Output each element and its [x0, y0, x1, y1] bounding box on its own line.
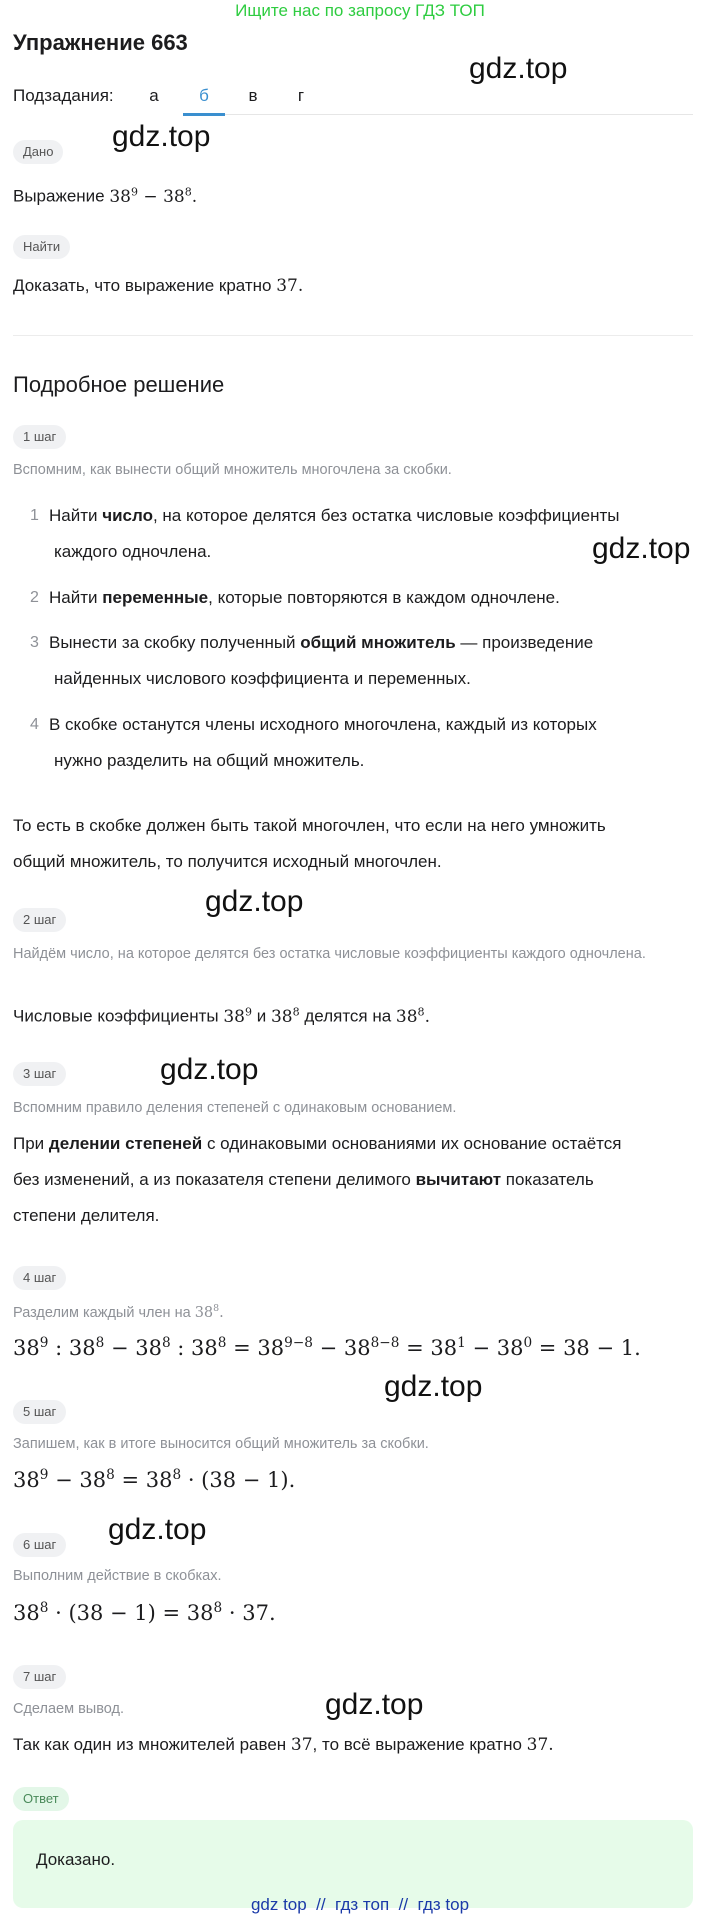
- list-text: — произведение: [455, 633, 594, 652]
- find-label: Доказать, что выражение кратно: [13, 276, 277, 295]
- text-part: показатель: [501, 1170, 594, 1189]
- step-chip: 1 шаг: [13, 425, 66, 449]
- tab-b[interactable]: б: [199, 86, 209, 105]
- text-part: Числовые коэффициенты: [13, 1006, 224, 1026]
- text-part: степени делителя.: [13, 1206, 160, 1225]
- text-bold: вычитают: [415, 1170, 502, 1189]
- footer-links[interactable]: gdz top // гдз топ // гдз top: [250, 1895, 470, 1914]
- expression: $38^8$.: [395, 1005, 430, 1027]
- list-item: [49, 707, 669, 779]
- given-label: Выражение: [13, 186, 110, 206]
- explanation-paragraph: [13, 808, 606, 880]
- find-chip: Найти: [13, 235, 70, 259]
- watermark: gdz.top: [469, 52, 568, 85]
- active-tab-indicator: [183, 113, 225, 116]
- answer-text: Доказано.: [36, 1850, 116, 1869]
- expression: 37.: [526, 1735, 554, 1755]
- list-item: [49, 498, 669, 570]
- list-number: 3: [30, 634, 39, 651]
- subtasks-label: Подзадания:: [13, 86, 114, 105]
- list-text: нужно разделить на общий множитель.: [54, 751, 365, 770]
- answer-chip: Ответ: [13, 1787, 69, 1811]
- step-hint: Вспомним правило деления степеней с одинаковым основанием.: [13, 1100, 457, 1116]
- step7-text: [13, 1733, 554, 1757]
- step6-formula: $38^8 \cdot (38 - 1) = 38^8 \cdot 37$.: [13, 1600, 276, 1625]
- watermark: gdz.top: [108, 1513, 207, 1546]
- given-chip: Дано: [13, 140, 63, 164]
- step-chip: 4 шаг: [13, 1266, 66, 1290]
- tab-a[interactable]: а: [149, 86, 159, 105]
- list-text: В скобке останутся члены исходного многочлена, каждый из которых: [49, 715, 597, 734]
- given-text: [13, 180, 197, 209]
- list-number: 4: [30, 716, 39, 733]
- step-hint: Запишем, как в итоге выносится общий множитель за скобки.: [13, 1436, 429, 1452]
- watermark: gdz.top: [160, 1053, 259, 1086]
- tab-g[interactable]: г: [297, 86, 305, 105]
- text-bold: делении степеней: [48, 1134, 203, 1153]
- expression: 37: [290, 1735, 313, 1755]
- list-text: Найти: [49, 506, 103, 525]
- solution-title: Подробное решение: [13, 372, 225, 397]
- watermark: gdz.top: [384, 1370, 483, 1403]
- step-chip: 5 шаг: [13, 1400, 66, 1424]
- tabs-divider: [183, 114, 693, 115]
- text-part: Так как один из множителей равен: [13, 1735, 291, 1754]
- list-item: [49, 580, 669, 616]
- text-part: без изменений, а из показателя степени делимого: [13, 1170, 416, 1189]
- step-hint: Вспомним, как вынести общий множитель многочлена за скобки.: [13, 462, 452, 478]
- list-text: Найти: [49, 588, 103, 607]
- text-part: , то всё выражение кратно: [312, 1735, 527, 1754]
- list-number: 1: [30, 507, 39, 524]
- step4-formula: $38^9$ : $38^8 - 38^8$ : $38^8 = 38^{9-8} - 38^{8-8} = 38^1 - 38^0 = 38 - 1$.: [13, 1335, 641, 1360]
- list-bold: общий множитель: [300, 633, 456, 652]
- find-text: [13, 274, 303, 298]
- list-bold: число: [102, 506, 153, 525]
- watermark: gdz.top: [592, 532, 691, 565]
- text-part: При: [13, 1134, 49, 1153]
- list-text: Вынести за скобку полученный: [49, 633, 301, 652]
- paragraph-line: общий множитель, то получится исходный многочлен.: [13, 852, 442, 871]
- search-banner: Ищите нас по запросу ГДЗ ТОП: [235, 1, 485, 20]
- step-hint: [13, 1298, 673, 1324]
- step2-text: [13, 1000, 430, 1029]
- watermark: gdz.top: [325, 1688, 424, 1721]
- hint-text: Разделим каждый член на: [13, 1304, 195, 1321]
- expression: $38^9$: [223, 1005, 253, 1027]
- text-part: делятся на: [299, 1006, 396, 1026]
- text-part: и: [252, 1006, 271, 1026]
- watermark: gdz.top: [112, 120, 211, 153]
- step-chip: 3 шаг: [13, 1062, 66, 1086]
- step-chip: 6 шаг: [13, 1533, 66, 1557]
- list-text: , на которое делятся без остатка числовые коэффициенты: [152, 506, 620, 525]
- step3-text: [13, 1126, 621, 1234]
- list-text: каждого одночлена.: [54, 542, 212, 561]
- step-hint: Сделаем вывод.: [13, 1701, 125, 1717]
- step-hint: Выполним действие в скобках.: [13, 1568, 222, 1584]
- watermark: gdz.top: [205, 885, 304, 918]
- tab-v[interactable]: в: [248, 86, 258, 105]
- list-bold: переменные: [102, 588, 209, 607]
- section-divider: [13, 335, 693, 336]
- page-title: Упражнение 663: [13, 30, 188, 55]
- list-number: 2: [30, 589, 39, 606]
- list-text: найденных числового коэффициента и переменных.: [54, 669, 471, 688]
- step-chip: 7 шаг: [13, 1665, 66, 1689]
- paragraph-line: То есть в скобке должен быть такой многочлен, что если на него умножить: [13, 816, 606, 835]
- text-part: с одинаковыми основаниями их основание остаётся: [202, 1134, 622, 1153]
- step5-formula: $38^9 - 38^8 = 38^8 \cdot (38 - 1)$.: [13, 1467, 296, 1492]
- find-number: 37.: [276, 276, 304, 296]
- expression: $38^8$.: [194, 1303, 224, 1321]
- list-item: [49, 625, 669, 697]
- expression: $38^8$: [270, 1005, 300, 1027]
- given-expression: $38^9 - 38^8$.: [109, 185, 198, 207]
- step-chip: 2 шаг: [13, 908, 66, 932]
- list-text: , которые повторяются в каждом одночлене.: [208, 588, 560, 607]
- step-hint: Найдём число, на которое делятся без остатка числовые коэффициенты каждого одночлена.: [13, 946, 646, 962]
